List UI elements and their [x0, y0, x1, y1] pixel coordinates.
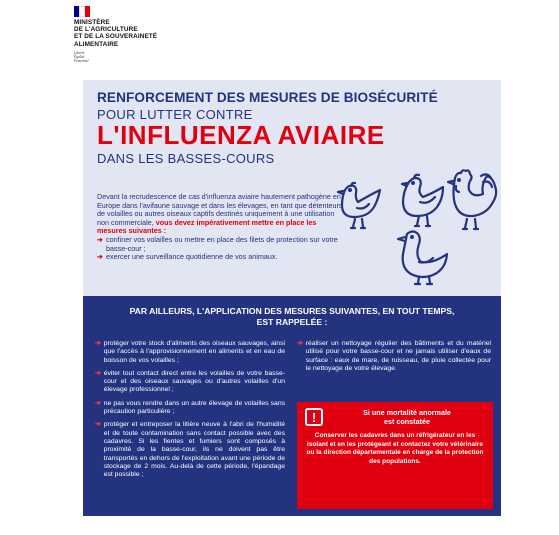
motto	[74, 51, 194, 64]
banner-line1: PAR AILLEURS, L'APPLICATION DES MESURES SUIVANTES, EN TOUT TEMPS,	[129, 306, 455, 316]
measure-text: protéger et entreposer la litière neuve à l'abri de l'humidité et de toute contamination sans contact possible avec des cadavres. Si les fientes et fumiers sont composés à proximité de la basse-cour, ils ne doivent pas être transportés en dehors de l'exploitation avant une période de stockage de 2 mois. Au-delà de cette période, l'épandage est possible ;	[103, 421, 285, 479]
intro-paragraph-text: Devant la recrudescence de cas d'influenza aviaire hautement pathogène en Europe dans l'avifaune sauvage et dans les élevages, en tant que détenteurs de volailles ou autres oiseaux captifs destinés uniquement à une utilisation non commerciale,	[97, 192, 343, 227]
alert-title	[329, 408, 485, 426]
intro-highlight: vous devez impérativement mettre en place les mesures suivantes :	[97, 217, 317, 236]
arrow-icon: ➔	[95, 399, 101, 407]
intro-paragraph	[97, 193, 347, 236]
intro-list-item	[97, 253, 347, 262]
org-name-line: ALIMENTAIRE	[74, 40, 119, 48]
measure-item	[297, 340, 491, 373]
mortality-alert-box	[297, 402, 493, 509]
measure-item	[95, 340, 285, 365]
motto-line: Égalité	[74, 55, 85, 60]
biosecurity-poster	[83, 80, 501, 516]
alert-title-line1: Si une mortalité anormale	[363, 408, 451, 417]
banner-line2: EST RAPPELÉE :	[256, 316, 328, 327]
measures-right-column	[297, 340, 491, 378]
measure-text: protéger votre stock d'aliments des oiseaux sauvages, ainsi que l'accès à l'approvisionnement en aliments et en eau de boisson de vos volailles ;	[103, 340, 285, 364]
arrow-icon: ➔	[97, 234, 104, 244]
poultry-birds-icon	[335, 168, 499, 286]
poster-title-line1: RENFORCEMENT DES MESURES DE BIOSÉCURITÉ	[97, 90, 438, 105]
measures-banner	[83, 306, 501, 327]
french-flag-icon	[74, 6, 90, 17]
measures-left-column	[95, 340, 285, 484]
intro-list-item-text: confiner vos volailles ou mettre en place des filets de protection sur votre basse-cour ;	[106, 234, 338, 253]
warning-icon: !	[305, 408, 323, 426]
org-name-line: MINISTÈRE	[74, 19, 110, 26]
poster-title-main: L'INFLUENZA AVIAIRE	[97, 120, 385, 150]
intro-list-item-text: exercer une surveillance quotidienne de vos animaux.	[106, 252, 278, 262]
hen-icon	[402, 175, 443, 226]
org-name-line: ET DE LA SOUVERAINETÉ	[74, 33, 158, 41]
alert-body: Conserver les cadavres dans un réfrigérateur en les isolant et en les protégeant et contactez votre vétérinaire ou la direction départementale en charge de la protection des populations.	[306, 432, 484, 465]
alert-title-line2: est constatée	[384, 417, 430, 426]
arrow-icon: ➔	[297, 340, 303, 347]
measure-text: ne pas vous rendre dans un autre élevage de volailles sans précaution particulière ;	[103, 399, 285, 416]
arrow-icon: ➔	[95, 369, 101, 377]
poster-title-line2: POUR LUTTER CONTRE	[97, 107, 253, 122]
rooster-icon	[448, 170, 496, 229]
measure-text: éviter tout contact direct entre les volailles de votre basse-cour et des oiseaux sauvages ou d'autres volailles d'un élevage professionnel ;	[103, 369, 285, 394]
measure-item	[95, 370, 285, 395]
motto-line: Liberté	[74, 50, 85, 55]
duck-icon	[398, 232, 447, 285]
arrow-icon: ➔	[95, 340, 101, 347]
motto-line: Fraternité	[74, 59, 89, 64]
arrow-icon: ➔	[95, 421, 101, 429]
measure-item	[95, 421, 285, 479]
arrow-icon: ➔	[97, 252, 104, 262]
hen-icon	[338, 183, 380, 228]
poster-top-section	[83, 80, 501, 296]
measure-item	[95, 400, 285, 417]
measure-text: réaliser un nettoyage régulier des bâtiments et du matériel utilisé pour votre basse-cour et ne jamais utiliser d'eaux de surface : eaux de mare, de ruisseau, de pluie collectée pour le nettoyage de votre élevage.	[305, 340, 491, 372]
alert-header	[297, 402, 493, 426]
ministry-logo	[74, 6, 194, 63]
org-name-line: DE L'AGRICULTURE	[74, 26, 138, 34]
poster-title-line4: DANS LES BASSES-COURS	[97, 151, 275, 166]
intro-text	[97, 193, 347, 262]
poster-bottom-section	[83, 296, 501, 516]
intro-list-item	[97, 236, 347, 253]
